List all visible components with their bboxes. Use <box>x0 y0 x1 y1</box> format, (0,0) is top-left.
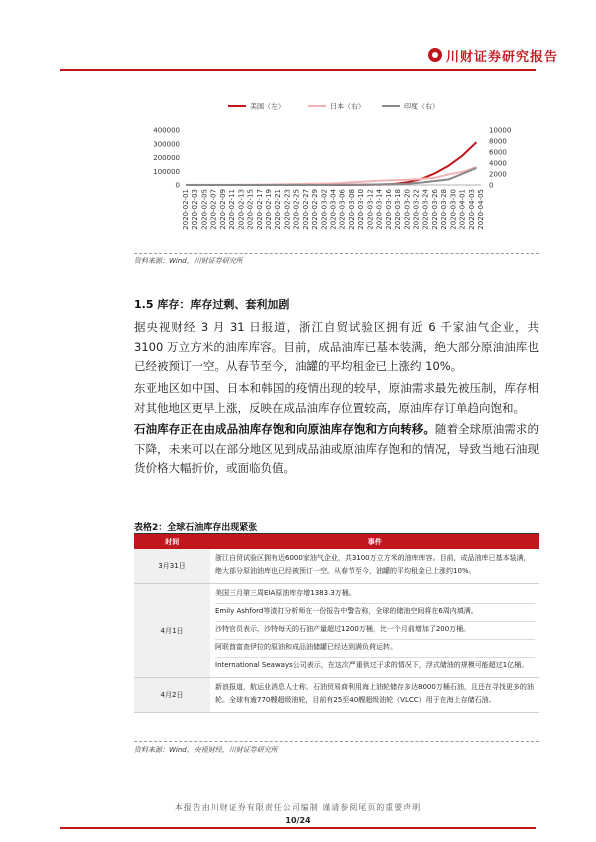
page-number: 10/24 <box>285 816 311 825</box>
event-item: 新浪报道，航运业消息人士称，石油贸易商利用海上油轮储存多达8000万桶石油，且还在寻找更多的油轮。全球有逾770艘超级油轮，目前有25至40艘超级油轮（VLCC）用于在海上存储石油。 <box>215 683 534 704</box>
company-logo-icon <box>428 48 442 62</box>
x-tick-label: 2020-02-29 <box>311 189 320 230</box>
y-left-tick-label: 0 <box>175 181 180 190</box>
x-tick-label: 2020-02-23 <box>283 189 292 230</box>
x-tick-label: 2020-03-02 <box>320 189 329 230</box>
paragraph-3-body: 随着全球原油需求的下降，未来可以在部分地区见到成品油或原油库存饱和的情况，导致当地石油现货价格大幅折价，或面临负值。 <box>134 422 540 475</box>
footer-disclaimer: 本报告由川财证券有限责任公司编制 谨请参阅尾页的重要声明 <box>174 803 422 812</box>
x-tick-label: 2020-03-14 <box>375 189 384 230</box>
paragraph-1: 据央视财经 3 月 31 日报道，浙江自贸试验区拥有近 6 千家油气企业，共 3100 万立方米的油库库容。目前，成品油库已基本装满，绝大部分原油油库也已经被预订一空。从春节至今，油罐的平均租金已上涨约 10%。 <box>134 320 539 373</box>
x-tick-label: 2020-03-28 <box>440 189 449 230</box>
chart-svg <box>60 92 536 252</box>
y-left-tick-label: 300000 <box>153 140 180 149</box>
paragraph-3-lead: 石油库存正在由成品油库存饱和向原油库存饱和方向转移。 <box>134 422 435 436</box>
x-tick-label: 2020-03-18 <box>394 189 403 230</box>
x-tick-label: 2020-03-30 <box>449 189 458 230</box>
legend-label: 印度（右） <box>404 102 439 111</box>
event-item: International Seaways公司表示，在这次严重供过于求的情况下，浮式储油的规模可能超过1亿桶。 <box>215 661 529 669</box>
y-left-tick-label: 400000 <box>153 126 180 135</box>
row-events <box>211 584 540 678</box>
x-tick-label: 2020-03-10 <box>357 189 366 230</box>
table-row <box>134 549 539 584</box>
y-left-tick-label: 200000 <box>153 154 180 162</box>
header-event: 事件 <box>211 534 540 549</box>
chart-bottom-rule <box>134 253 539 254</box>
x-tick-label: 2020-02-21 <box>274 189 283 230</box>
table-bottom-rule <box>134 741 539 742</box>
x-tick-label: 2020-03-12 <box>366 189 375 230</box>
x-tick-label: 2020-02-15 <box>246 189 255 230</box>
table-header-row <box>134 534 539 549</box>
covid-cases-chart <box>60 92 536 252</box>
table-row <box>134 678 539 713</box>
paragraph-3 <box>134 420 539 479</box>
y-right-tick-label: 6000 <box>489 148 507 157</box>
x-tick-label: 2020-03-20 <box>403 189 412 230</box>
y-right-tick-label: 0 <box>489 181 494 190</box>
x-tick-label: 2020-02-01 <box>182 189 190 230</box>
row-time: 4月2日 <box>134 678 211 713</box>
table-source-note: 资料来源：Wind、央视财经，川财证券研究所 <box>134 746 278 754</box>
legend-label: 美国（左） <box>250 102 285 111</box>
event-item: Emily Ashford等渣打分析师在一份报告中警告称，全球的储油空间将在6周内填满。 <box>215 604 535 622</box>
x-tick-label: 2020-03-06 <box>338 189 347 230</box>
paragraph-2: 东亚地区如中国、日本和韩国的疫情出现的较早，原油需求最先被压制，库存相对其他地区更早上涨，反映在成品油库存位置较高，原油库存订单趋向饱和。 <box>134 381 539 415</box>
footer-rule <box>60 827 536 829</box>
x-tick-label: 2020-04-05 <box>477 189 485 230</box>
x-tick-label: 2020-04-03 <box>467 189 476 230</box>
x-tick-label: 2020-02-03 <box>191 189 200 230</box>
x-tick-label: 2020-02-27 <box>301 189 310 230</box>
x-tick-label: 2020-02-19 <box>264 189 273 230</box>
x-tick-label: 2020-03-26 <box>430 189 439 230</box>
x-tick-label: 2020-02-13 <box>237 189 246 230</box>
y-right-tick-label: 10000 <box>489 126 512 135</box>
event-item: 浙江自贸试验区拥有近6000家油气企业，共3100万立方米的油库库容。目前，成品油库已基本装满，绝大部分原油油库也已经被预订一空。从春节至今，油罐的平均租金已上涨约10%。 <box>215 554 531 575</box>
table-title: 表格2：全球石油库存出现紧张 <box>134 523 258 533</box>
section-title: 1.5 库存：库存过剩、套利加剧 <box>134 298 290 311</box>
x-tick-label: 2020-03-16 <box>384 189 393 230</box>
x-tick-label: 2020-03-08 <box>347 189 356 230</box>
row-time: 4月1日 <box>134 584 211 678</box>
report-header-title: 川财证券研究报告 <box>446 50 559 65</box>
header-time: 时间 <box>134 534 211 549</box>
row-time: 3月31日 <box>134 549 211 584</box>
x-tick-label: 2020-02-11 <box>228 189 237 230</box>
y-right-tick-label: 2000 <box>489 170 507 179</box>
event-item: 阿联酋富查伊拉的原油和成品油储罐已经达到满负荷运转。 <box>215 640 535 658</box>
x-tick-label: 2020-02-09 <box>218 189 227 230</box>
oil-inventory-table <box>134 534 539 713</box>
header-rule <box>60 69 536 71</box>
y-right-tick-label: 8000 <box>489 137 507 146</box>
x-tick-label: 2020-02-05 <box>200 189 209 230</box>
table-row <box>134 584 539 678</box>
row-events <box>211 549 540 584</box>
x-tick-label: 2020-03-24 <box>421 189 430 230</box>
x-tick-label: 2020-03-22 <box>412 189 421 230</box>
x-tick-label: 2020-03-04 <box>329 189 338 230</box>
x-tick-label: 2020-04-01 <box>458 189 467 230</box>
x-tick-label: 2020-02-25 <box>292 189 301 230</box>
y-right-tick-label: 4000 <box>489 159 507 168</box>
y-left-tick-label: 100000 <box>153 167 180 176</box>
legend-label: 日本（右） <box>330 102 365 111</box>
event-item: 美国三月第三周EIA原油库存增1383.3万桶。 <box>215 586 535 604</box>
chart-source-note: 资料来源：Wind，川财证券研究所 <box>134 257 243 265</box>
row-events <box>211 678 540 713</box>
x-tick-label: 2020-02-07 <box>209 189 218 230</box>
event-item: 沙特官员表示，沙特每天的石油产量超过1200万桶，比一个月前增加了200万桶。 <box>215 622 535 640</box>
x-tick-label: 2020-02-17 <box>255 189 264 230</box>
